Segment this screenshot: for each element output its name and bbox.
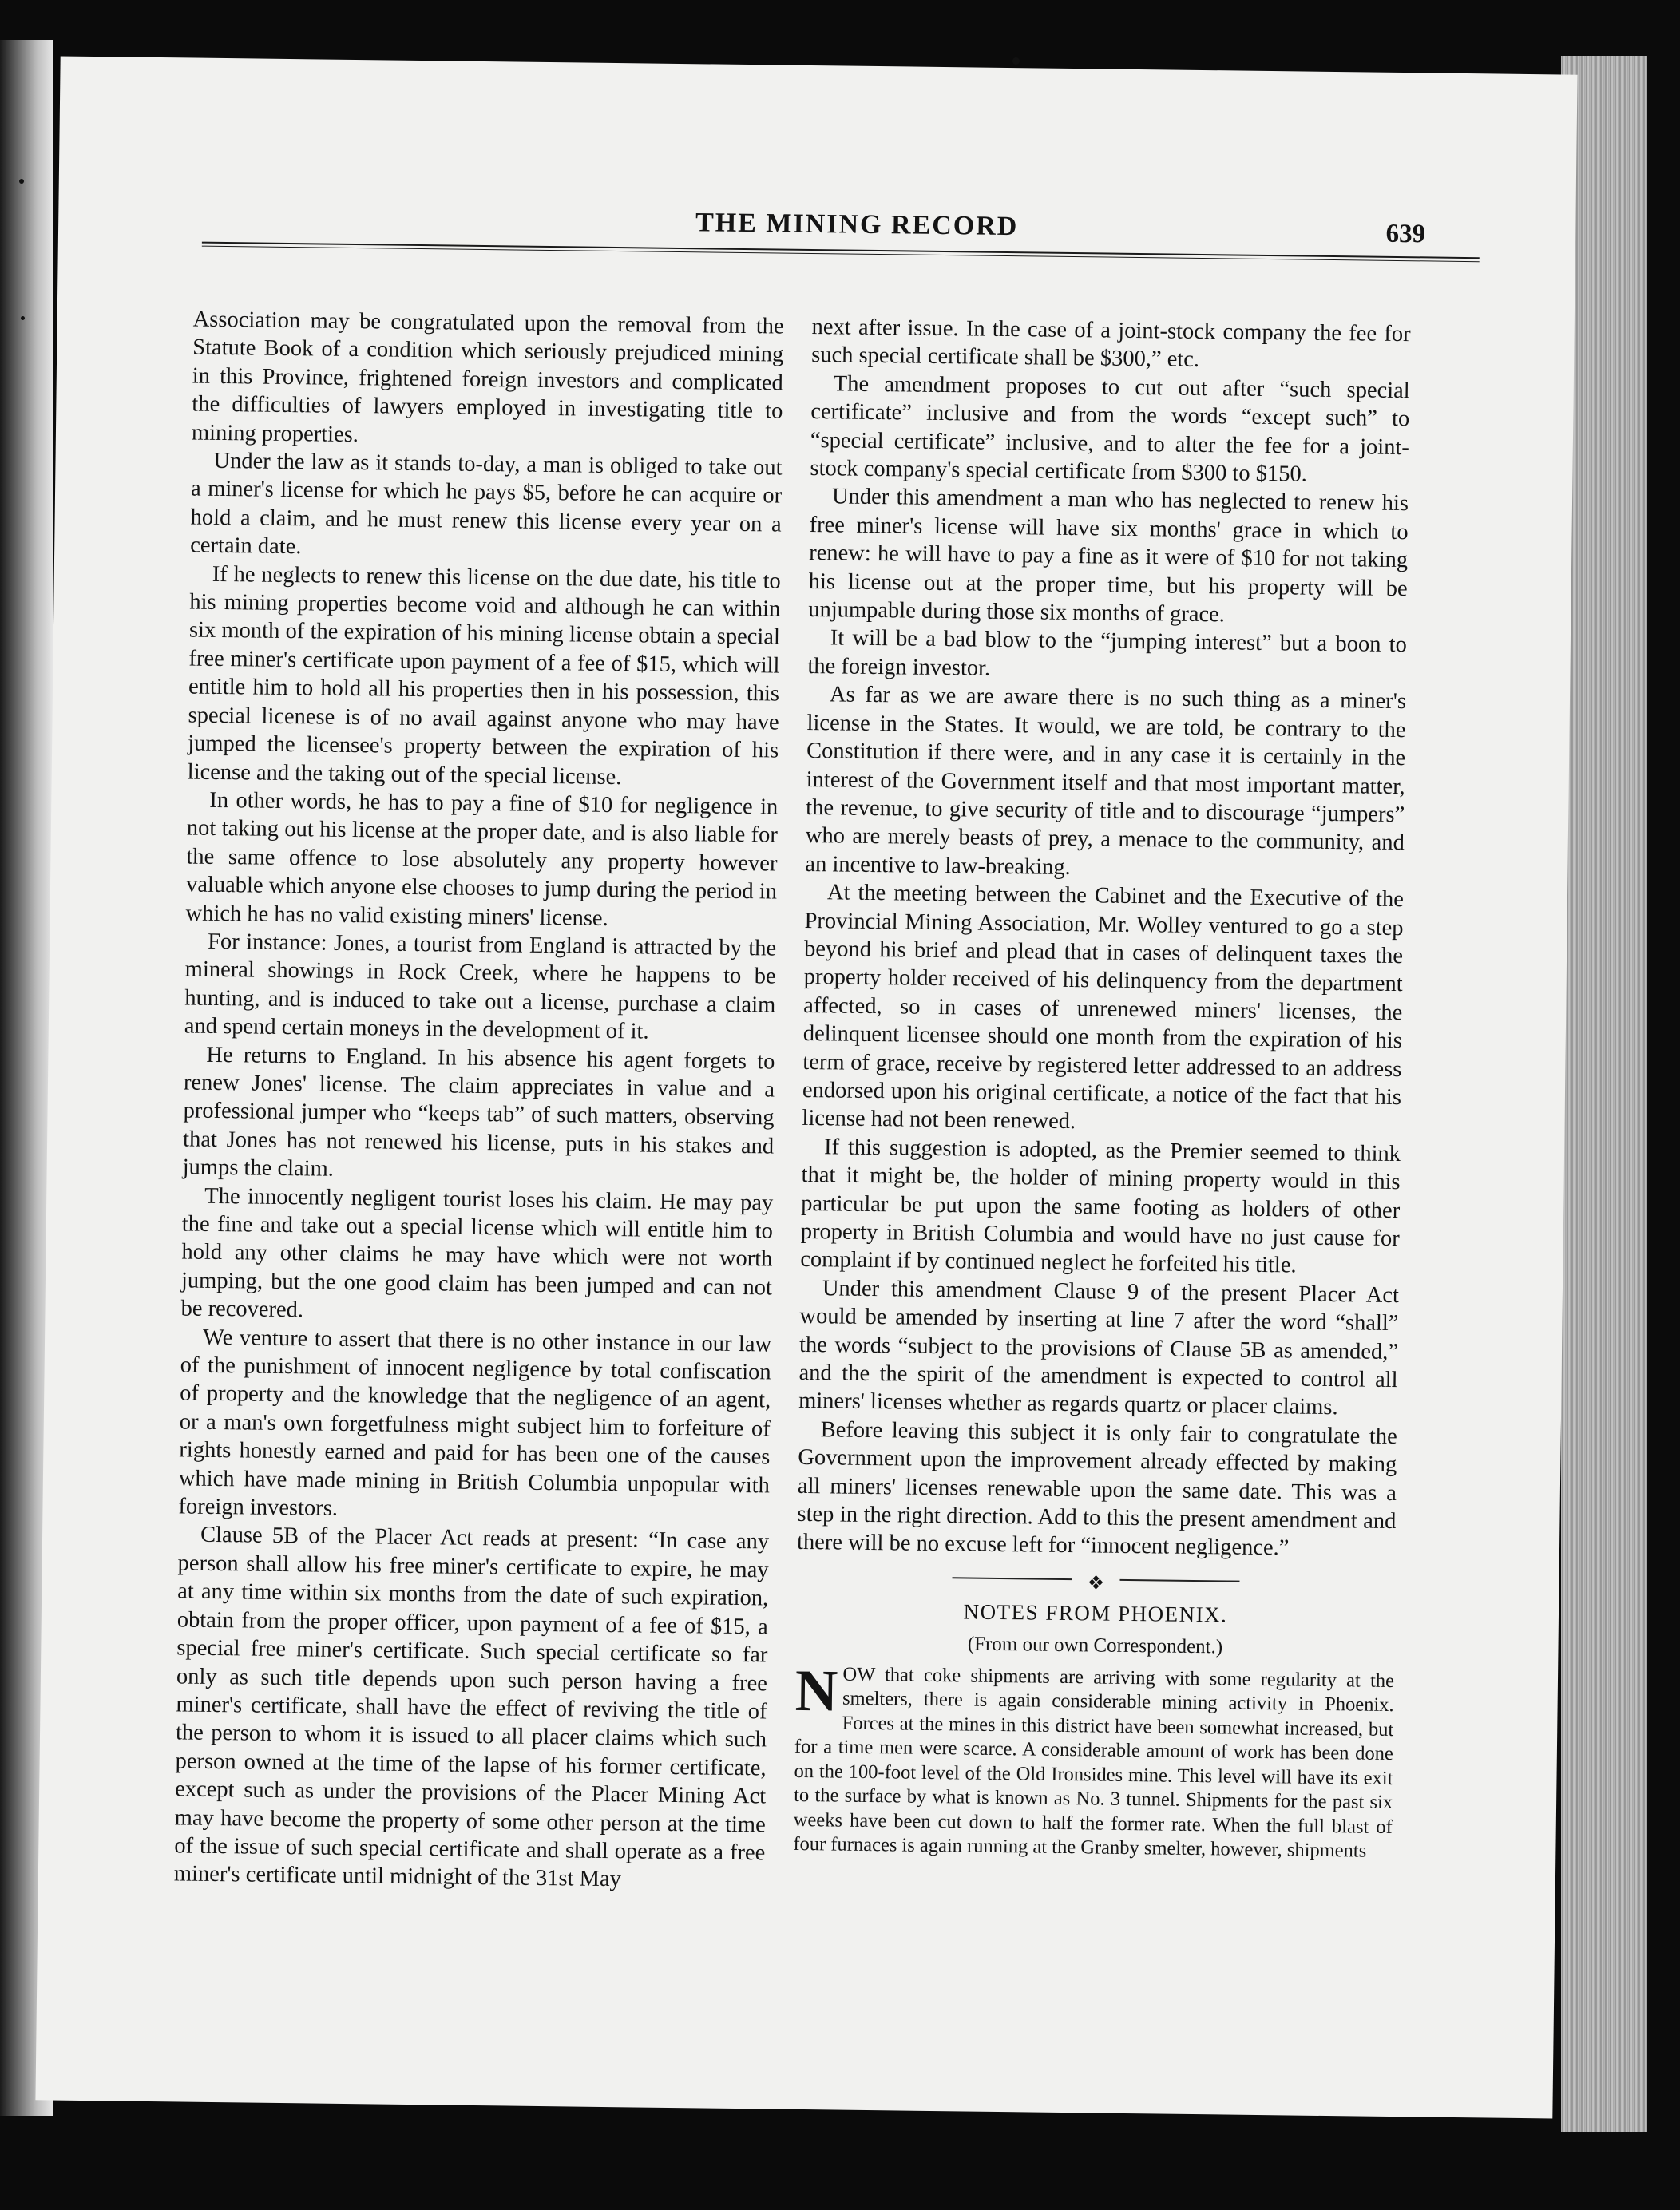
paragraph: If this suggestion is adopted, as the Premier seemed to think that it might be, the holder of mining property would in this particular be put upon the same footing as holders of other property in British Columbia and would have no just cause for complaint if by continued neglect he forfeited his title.	[800, 1135, 1401, 1278]
page-number: 639	[1385, 219, 1426, 249]
notes-body	[793, 1658, 1395, 1864]
paragraph: Association may be congratulated upon the removal from the Statute Book of a condition which seriously prejudiced mining in this Province, frightened foreign investors and complicated the difficulties of lawyers employed in investigating title to mining properties.	[191, 307, 784, 447]
notes-text: OW that coke shipments are arriving with some regularity at the smelters, there is again considerable mining activity in Phoenix. Forces at the mines in this district have been somewhat increased, but for a time men were scarce. A considerable amount of work has been done on the 100-foot level of the Old Ironsides mine. This level will have its exit to the surface by what is known as No. 3 tunnel. Shipments for the past six weeks have been cut down to half the former rate. When the full blast of four furnaces is again running at the Granby smelter, however, shipments	[793, 1663, 1395, 1863]
paragraph: For instance: Jones, a tourist from England is attracted by the mineral showings in Rock Creek, where he happens to be hunting, and is induced to take out a license, purchase a claim and spend certain moneys in the development of it.	[184, 929, 777, 1044]
book-page-stack	[1561, 56, 1647, 2132]
paragraph: At the meeting between the Cabinet and the Executive of the Provincial Mining Association, Mr. Wolley ventured to go a step beyond his brief and plead that in cases of delinquent taxes the property holder received of his delinquency from the department affected, so in cases of unrenewed miners' licenses, the delinquent licensee should one month from the expiration of his term of grace, receive by registered letter addressed to an address endorsed upon his original certificate, a notice of the fact that his license had not been renewed.	[802, 880, 1405, 1135]
header-rule	[202, 242, 1480, 263]
notes-subtitle: (From our own Correspondent.)	[967, 1633, 1223, 1658]
paragraph: The innocently negligent tourist loses his claim. He may pay the fine and take out a special license which will entitle him to hold any other claims he may have which were not worth jumping, but the one good claim has been jumped and can not be recovered.	[180, 1183, 774, 1323]
left-column	[174, 306, 784, 1896]
paragraph: As far as we are aware there is no such thing as a miner's license in the States. It would, we are told, be contrary to the Constitution if there were, and in any case it is certainly in the interest of the Government itself and that most important matter, the revenue, to give security of title and to discourage “jumpers” who are merely beasts of prey, a menace to the community, and an incentive to law-breaking.	[805, 682, 1407, 880]
divider-line	[952, 1577, 1072, 1580]
paragraph-continuation: next after issue. In the case of a joint-stock company the fee for such special certificate shall be $300,” etc.	[811, 315, 1411, 373]
paragraph: Under this amendment Clause 9 of the present Placer Act would be amended by inserting at line 7 after the word “shall” the words “subject to the provisions of Clause 5B as amended,” and the the spirit of the amendment is expected to control all miners' licenses whether as regards quartz or placer claims.	[798, 1276, 1400, 1420]
fleuron-icon: ❖	[1087, 1573, 1105, 1594]
paragraph: If he neglects to renew this license on the due date, his title to his mining properties become void and although he can within six month of the expiration of his mining license obtain a special free miner's certificate upon payment of a fee of $15, which will entitle him to hold all his properties then in his possession, this special licenese is of no avail against anyone who may have jumped the licensee's property between the expiration of his license and the taking out of the special license.	[187, 561, 781, 790]
drop-cap: N	[794, 1658, 838, 1725]
right-column	[793, 313, 1411, 1864]
scan-speck	[21, 316, 25, 320]
paragraph: We venture to assert that there is no other instance in our law of the punishment of innocent negligence by total confiscation of property and the knowledge that the negligence of an agent, or a man's own forgetfulness might subject him to forfeiture of rights honestly earned and paid for has been one of the causes which have made mining in British Columbia unpopular with foreign investors.	[178, 1325, 772, 1521]
scan-speck	[19, 179, 24, 184]
journal-title: THE MINING RECORD	[695, 208, 1019, 242]
paragraph: Before leaving this subject it is only fair to congratulate the Government upon the improvement already effected by making all miners' licenses renewable upon the same date. This was a step in the right direction. Add to this the present amendment and there will be no excuse left for “innocent negligence.”	[796, 1417, 1397, 1561]
paragraph: Clause 5B of the Placer Act reads at present: “In case any person shall allow his free miner's certificate to expire, he may at any time within six months from the date of such expiration, obtain from the proper officer, upon payment of a fee of $15, a special free miner's certificate. Such special certificate so far only as such title depends upon such person having a free miner's certificate, shall have the effect of reviving the title of the person to whom it is issued to all placer claims which such person owned at the time of the lapse of his former certificate, except such as under the provisions of the Placer Mining Act may have become the property of some other person at the time of the issue of such special certificate and shall operate as a free miner's certificate until midnight of the 31st May	[173, 1523, 770, 1892]
paragraph: The amendment proposes to cut out after “such special certificate” inclusive and from the words “except such” to “special certificate” inclusive, and to alter the fee for a joint-stock company's special certificate from $300 to $150.	[810, 371, 1410, 487]
paragraph: It will be a bad blow to the “jumping interest” but a boon to the foreign investor.	[807, 625, 1408, 681]
scan-speck	[1012, 57, 1020, 65]
divider-line	[1119, 1579, 1239, 1582]
section-divider	[952, 1566, 1239, 1594]
paragraph: In other words, he has to pay a fine of $10 for negligence in not taking out his license at the proper date, and is also liable for the same offence to lose absolutely any property however valuable which anyone else chooses to jump during the period in which he has no valid existing miners' license.	[185, 787, 779, 931]
notes-title: NOTES FROM PHOENIX.	[963, 1599, 1228, 1627]
paragraph: Under this amendment a man who has neglected to renew his free miner's license will have six months' grace in which to renew: he will have to pay a fine as it were of $10 for not taking his license out at the proper time, but his property will be unjumpable during those six months of grace.	[808, 484, 1409, 628]
book-page	[35, 56, 1577, 2118]
running-head	[58, 193, 1576, 275]
paragraph: He returns to England. In his absence his agent forgets to renew Jones' license. The claim appreciates in value and a professional jumper who “keeps tab” of such matters, observing that Jones has not renewed his license, puts in his stakes and jumps the claim.	[182, 1042, 775, 1182]
paragraph: Under the law as it stands to-day, a man is obliged to take out a miner's license for which he pays $5, before he can acquire or hold a claim, and he must renew this license every year on a certain date.	[190, 448, 783, 560]
